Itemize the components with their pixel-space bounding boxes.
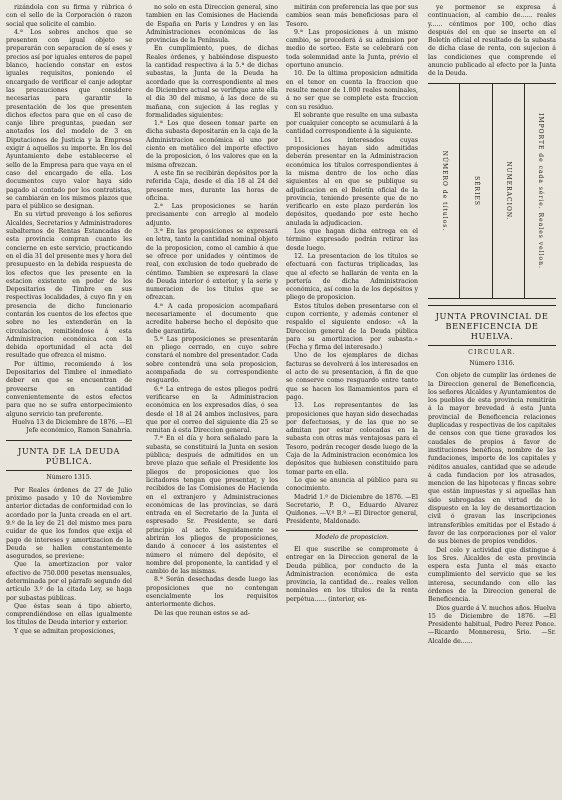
paragraph: 13. Los representantes de las proposiciones que hayan sido desechadas por defectuosas, y de las que no se admitan por estar colocadas en la subasta con otras más ventajosas para el Tesoro, podrán recoger desde luego de la Caja de la Administracion económica los depósitos que hubiesen constituido para tomar parte en ella. [286, 402, 418, 476]
table-column [428, 84, 460, 298]
column-2 [146, 4, 278, 618]
paragraph: En su virtud prevengo á los señores Alcaldes, Secretarios y Administradores subalternos de Rentas Estancadas de esta provincia compran cuanto les concierne en este servicio, practicando en el día 31 del presente mes y hora del presupuesto en la debida respuesta de los efectos que les presente en la estacion existente en poder de los Depositarios de Timbre en sus respectivas localidades, á cuyo fin y en presencia de dicho funcionario contarán los cuentos de los efectos que sobre no les extenderán en la circulacion, remitiéndose á esta Administracion económica con la debida oportunidad el acta del resultado que ofrezca el mismo. [6, 211, 132, 360]
paragraph: 9.ª Las proposiciones á un mismo cambio, se procederá á su admision por medio de sorteo. Este se celebrará con toda solemnidad ante la Junta, prévio el oportuno anuncio. [286, 28, 418, 70]
paragraph: 3.ª En las proposiciones se expresará en letra, tanto la cantidad nominal objeto de la proposicion, como el cambio á que se ofrece por unidades y céntimos de real, con exclusion de todo quebrado de céntimo. Tambien se expresará la clase de Deuda interior ó exterior, y la serie y numeracion de los títulos que se ofrezcan. [146, 228, 278, 302]
table-header: NÚMERO de títulos. [440, 150, 448, 231]
divider [6, 470, 132, 471]
paragraph: ye pormenor se expresa á continuacion, al cambio de...... reales y...... céntimos por 100, ocho días después del en que se inserte en el Boletín oficial el resultado de la subasta de dicha clase de renta, con sujecion á las condiciones que comprende el anuncio publicado al efecto por la Junta de la Deuda. [428, 4, 556, 78]
column-1 [6, 4, 132, 636]
table-column [493, 84, 525, 298]
paragraph: Y que se admitan proposiciones, [14, 627, 116, 635]
divider [428, 345, 556, 346]
paragraph: 12. La presentacion de los títulos se efectuará con facturas triplicadas, las que al efecto se hallarán de venta en la portería de dicha Administracion económica, así como la de los depósitos y pliego de proposicion. [286, 252, 418, 302]
table-column [460, 84, 492, 298]
notice-number: Número 1316. [469, 359, 515, 367]
paragraph: 2.ª Las proposiciones se harán precisamente con arreglo al modelo adjunto. [146, 203, 278, 227]
paragraph: Por Reales órdenes de 27 de Julio próximo pasado y 10 de Noviembre anterior dictadas de conformidad con lo acordado por la Junta creada en el art. 9.º de la ley de 21 del mismo mes para cuidar de que los fondos que exija el pago de intereses y amortizacion de la Deuda se hallen constantemente asegurados, se previene: [6, 486, 132, 561]
paragraph: Lo que se anuncia al público para su conocimiento. [286, 476, 418, 493]
paragraph: El que suscribe se compromete á entregar en la Direccion general de la Deuda pública, por conducto de la Administracion económica de esta provincia, la cantidad de... reales vellon nominales en los títulos de la renta perpétua...... (interior, ex- [286, 546, 418, 603]
signature: Dios guarde á V. muchos años. Huelva 15 de Diciembre de 1876. —El Presidente habitual, Pedro Perez Ponce. —Ricardo Monneresu, Srio. —Sr. Alcalde de...... [428, 604, 556, 645]
table-header: NUMERACION. [505, 161, 513, 221]
paragraph: 4.ª Los sobres anchos que se presenten con igual objeto se prepararán con separacion de sí eses y precios así por iguales enteros de papel blanco, haciendo constar en estos iguales requisitos, poniendo el encargado de verificar el canje adoptar las precauciones que considere necesarias para garantir la presentación de los que presenten dichos efectos para que en el caso de canje libre preguntas, puedan ser anotados los del modelo de 3 en Diputaciones de Justicia y la Empresa exigir á aquellos su importe. En los del Ayuntamiento debe establecerse el sello de la Empresa para que vaya en el caso del encargado de ella. Los documentos cuyo valor haya sido pagado al contado por los contratistas, se cambiarán en los mismos plazos que para el público se designan. [6, 28, 132, 211]
paragraph: 11. Los interesados cuyas proposiciones hayan sido admitidas deberán presentar en la Administracion económica los títulos correspondientes á la misma dentro de los ocho días siguientes al en que se publique su adjudicacion en el Boletín oficial de la provincia, teniendo presente que de no verificarlo en este plazo perderán los depósitos, quedando por este hecho anulada la adjudicacion. [286, 136, 418, 227]
divider [428, 305, 556, 306]
paragraph: 1.ª Los que deseen tomar parte en dicha subasta depositarán en la caja de la Administracion económica el uno por ciento en metálico del importe efectivo de la proposicion, ó los valores que en la misma ofrezcan. [146, 120, 278, 169]
divider [6, 440, 132, 441]
paragraph: Estos títulos deben presentarse con el cupon corriente, y además contener el respaldo el siguiente endoso: «A la Direccion general de la Deuda pública para su amortizacion por subasta.» (Fecha y firma del interesado.) [286, 302, 418, 352]
paragraph: mitirán con preferencia las que por sus cambios sean más beneficiosas para el Tesoro. [286, 4, 418, 28]
paragraph: Por último, recomiendo á los Depositarios del Timbre el inmediato deber en que se encuentran de proveerse en cantidad convenientemente de estos efectos para que no se sufra entorpecimiento alguno servicio tan preferente. [6, 360, 132, 418]
model-title: Modelo de proposicion. [315, 533, 389, 541]
paragraph: 5.ª Las proposiciones se presentarán en pliego cerrado, en cuyo sobre constará el nombre del presentador. Cada sobre contendrá una sola proposicion, acompañada de su correspondiente resguardo. [146, 335, 278, 385]
column-3 [286, 4, 418, 604]
divider [286, 530, 418, 531]
notice-number: Número 1315. [46, 474, 92, 482]
paragraph: Que éstas sean á tipo abierto, comprendiéndose en ellas igualmente los títulos de Deuda interior y exterior. [6, 602, 132, 627]
table-header: SÉRIES [473, 175, 481, 206]
section-heading: JUNTA DE LA DEUDA PÚBLICA. [17, 446, 121, 467]
paragraph: 8.ª Serán desechadas desde luego las proposiciones que no contengan esencialmente los requisitos anteriormente dichos. [146, 576, 278, 609]
paragraph: A este fin se recibirán depósitos por la referida Caja, desde el día 18 al 24 del presente mes, durante las horas de oficina. [146, 169, 278, 202]
signature: Huelva 13 de Diciembre de 1876. —El Jefe económico, Ramon Sanabria. [11, 418, 132, 435]
paragraph: Que la amortizacion por valor efectivo de 750.000 pesetas mensuales, determinada por el párrafo segundo del artículo 3.º de la citada Ley, se haga por subastas públicas. [6, 561, 132, 602]
paragraph: Uno de los ejemplares de dichas facturas se devolverá á los interesados en el acto de su presentacion, á fin de que se conserve como resguardo entre tanto que se hacen los llamamientos para el pago. [286, 352, 418, 401]
paragraph: En cumplimiento, pues, de dichas Reales órdenes, y habiéndose dispuesto la cantidad respectiva á la 5.ª de dichas subastas, la Junta de la Deuda ha acordado que la correspondiente al mes de Diciembre actual se verifique ante ella el dia 30 del mismo, á las doce de su mañana, con sujecion á las reglas y formalidades siguientes: [146, 45, 278, 119]
paragraph: 10. De la última proposicion admitida en el tenor en cuenta la fraccion que resulte menor de 1.000 reales nominales, á no ser que se complete esta fraccion con su residuo. [286, 70, 418, 111]
table-header: IMPORTE de cada série. Reales vellon. [537, 112, 545, 269]
circular-label: CIRCULAR. [468, 348, 516, 356]
paragraph: Con objeto de cumplir las órdenes de la Direccion general de Beneficencia, los señores Alcaldes y Ayuntamientos de los pueblos de esta provincia remitirán á la mayor brevedad á esta Junta provincial de Beneficencia relaciones duplicadas y respectivas de los capitales de censos con que tiene gravados los caudales de propios á favor de instituciones benéficas, nombre de las fundaciones, importe de los capitales y réditos anuales, cantidad que se adeude á cada fundacion por los atrasados, mencion de las hipotecas y fincas sobre que están impuestas y si aquellas han sido subrogadas en virtud de lo dispuesto en la ley de desamortizacion civil ó gravan las inscripciones intransferibles emitidas por el Estado á favor de las corporaciones por el valor de sus bienes de propios vendidos. [428, 372, 556, 546]
signature: Madrid 1.º de Diciembre de 1876. —El Secretario, P. O., Eduardo Alvarez Quiñones. —V.º B.º —El Director general, Presidente, Maldonado. [286, 493, 418, 526]
section-heading: JUNTA PROVINCIAL DE BENEFICENCIA DE HUELVA. [435, 310, 549, 341]
paragraph: Los que hagan dicha entrega en el término expresado podrán retirar las desde luego. [286, 228, 418, 252]
paragraph: 7.ª En el día y hora señalado para la subasta, se constituirá la Junta en sesion pública; después de admitidos en un breve plazo que señale el Presidente los pliegos de proposiciones que los licitadores tengan que presentar, y los recibidos de las Comisiones de Hacienda en el extranjero y Administraciones económicas de las provincias, se dará entrada en el Secretario de la Junta el espresado Sr. Presidente, se dará principio al acto. Seguidamente se abrirán los pliegos de proposiciones, dando á conocer á los asistentes el número el número del depósito, el nombre del proponente, la cantidad y el cambio de las mismas. [146, 435, 278, 576]
paragraph: no solo en esta Direccion general, sino tambien en las Comisiones de Hacienda de España en Paris y Londres y en las Administraciones económicas de las provincias de la Península. [146, 4, 278, 45]
table-column [525, 84, 556, 298]
paragraph: El sobrante que resulte en una subasta por cualquier concepto se acumulará á la cantidad correspondiente á la siguiente. [286, 111, 418, 136]
paragraph: Del celo y actividad que distingue á los Sres. Alcaldes de esta provincia espera esta Junta el más exacto cumplimiento del servicio que se les interesa, secundando con ello las órdenes de la Direccion general de Beneficencia. [428, 546, 556, 604]
model-table [428, 83, 556, 299]
paragraph: rizándola con su firma y rúbrica ó con el sello de la Corporación ó razon social que solicite el cambio. [6, 4, 132, 28]
column-4 [428, 4, 556, 646]
paragraph: De las que reunan estos se ad- [154, 609, 250, 617]
paragraph: 6.ª La entrega de estos pliegos podrá verificarse en la Administracion económica en los expresados días, ó sea desde el 18 al 24 ambos inclusives, para que por el correo del siguiente día 25 se remitan á esta Direccion general. [146, 385, 278, 435]
paragraph: 4.ª A cada proposicion acompañará necesariamente el documento que acredite haberse hecho el depósito que debe garantirla. [146, 302, 278, 335]
